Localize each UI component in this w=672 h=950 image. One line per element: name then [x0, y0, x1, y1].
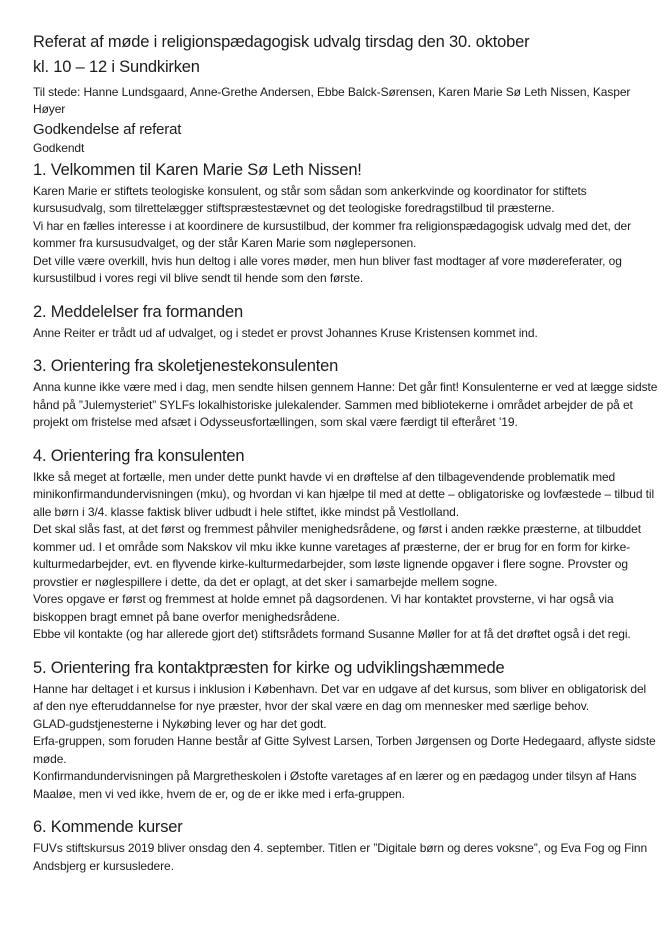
paragraph: Hanne har deltaget i et kursus i inklusion i København. Det var en udgave af det kursus, som bliver en obligatorisk del af den nye efteruddannelse for nye præster, hvor der skal være en dag om mennesker med særlige behov.	[33, 681, 647, 713]
paragraph: Anna kunne ikke være med i dag, men sendte hilsen gennem Hanne: Det går fint! Konsulenterne er ved at lægge sidste hånd på ”Julemysteriet” SYLFs lokalhistoriske julekalender. Sammen med bibliotekerne i området arbejder de på et projekt om fristelse med afsæt i Odysseusfortællingen, som skal være færdigt til efteråret ’19.	[33, 380, 658, 429]
section-6-heading: 6. Kommende kurser	[33, 818, 183, 836]
paragraph: Erfa-gruppen, som foruden Hanne består af Gitte Sylvest Larsen, Torben Jørgensen og Dorte Hedegaard, aflyste sidste møde.	[33, 734, 656, 766]
paragraph: Anne Reiter er trådt ud af udvalget, og i stedet er provst Johannes Kruse Kristensen kommet ind.	[33, 325, 538, 340]
approval-heading: Godkendelse af referat	[33, 121, 182, 138]
attendees-line: Til stede: Hanne Lundsgaard, Anne-Grethe Andersen, Ebbe Balck-Sørensen, Karen Marie Sø Leth Nissen, Kasper Høyer	[33, 85, 631, 116]
paragraph: Det skal slås fast, at det først og fremmest påhviler menighedsrådene, og først i anden række præsterne, at tilbuddet kommer ud. I et område som Nakskov vil mku ikke kunne varetages af præsterne, der er brug for en form for kirke-kulturmedarbejder, evt. en flyvende kirke-kulturmedarbejder, som løste lignende opgaver i flere sogne. Provster og provstier er nøglespillere i dette, da det er oplagt, at det sker i samarbejde mellem sogne.	[33, 522, 641, 589]
paragraph: Vi har en fælles interesse i at koordinere de kursustilbud, der kommer fra religionspædagogisk udvalg med det, der kommer fra kursusudvalget, og der står Karen Marie som nøglepersonen.	[33, 218, 632, 250]
section-4	[33, 446, 658, 644]
section-3	[33, 356, 658, 432]
section-5	[33, 658, 658, 804]
paragraph: Konfirmandundervisningen på Margretheskolen i Østofte varetages af en lærer og en pædagog under tilsyn af Hans Maaløe, men vi ved ikke, hvem de er, og de er ikke med i erfa-gruppen.	[33, 769, 637, 801]
paragraph: Det ville være overkill, hvis hun deltog i alle vores møder, men hun bliver fast modtager af vore mødereferater, og kursustilbud i vores regi vil blive sendt til hende som den første.	[33, 253, 622, 285]
approval-status: Godkendt	[33, 141, 85, 155]
section-3-heading: 3. Orientering fra skoletjenestekonsulenten	[33, 357, 339, 375]
paragraph: GLAD-gudstjenesterne i Nykøbing lever og har det godt.	[33, 716, 327, 731]
document-title-line1: Referat af møde i religionspædagogisk udvalg tirsdag den 30. oktober	[33, 33, 530, 51]
paragraph: Vores opgave er først og fremmest at holde emnet på dagsordenen. Vi har kontaktet provsterne, vi har også via biskoppen bragt emnet på bane overfor menighedsrådene.	[33, 592, 614, 624]
section-5-heading: 5. Orientering fra kontaktpræsten for kirke og udviklingshæmmede	[33, 658, 505, 677]
section-6	[33, 817, 658, 875]
paragraph: FUVs stiftskursus 2019 bliver onsdag den 4. september. Titlen er ”Digitale børn og deres voksne”, og Eva Fog og Finn Andsbjerg er kursusledere.	[33, 841, 648, 873]
section-4-heading: 4. Orientering fra konsulenten	[33, 446, 245, 465]
paragraph: Ikke så meget at fortælle, men under dette punkt havde vi en drøftelse af den tilbagevendende problematik med minikonfirmandundervisningen (mku), og hvordan vi kan hjælpe til med at dette – obligatoriske og lovfæstede – tilbud til alle børn i 3/4. klasse faktisk bliver udbudt i hele stiftet, ikke mindst på Vestlolland.	[33, 469, 655, 519]
section-2-heading: 2. Meddelelser fra formanden	[33, 302, 243, 321]
paragraph: Karen Marie er stiftets teologiske konsulent, og står som sådan som ankerkvinde og koordinator for stiftets kursusudvalg, som tilrettelægger stiftspræstestævnet og det teologiske foredragstilbud til præsterne.	[33, 183, 587, 215]
document-title	[33, 30, 658, 80]
section-2	[33, 302, 658, 343]
section-1-heading: 1. Velkommen til Karen Marie Sø Leth Nissen!	[33, 160, 362, 179]
section-1	[33, 160, 658, 288]
paragraph: Ebbe vil kontakte (og har allerede gjort det) stiftsrådets formand Susanne Møller for at få det drøftet også i det regi.	[33, 627, 631, 641]
document-title-line2: kl. 10 – 12 i Sundkirken	[33, 58, 200, 76]
